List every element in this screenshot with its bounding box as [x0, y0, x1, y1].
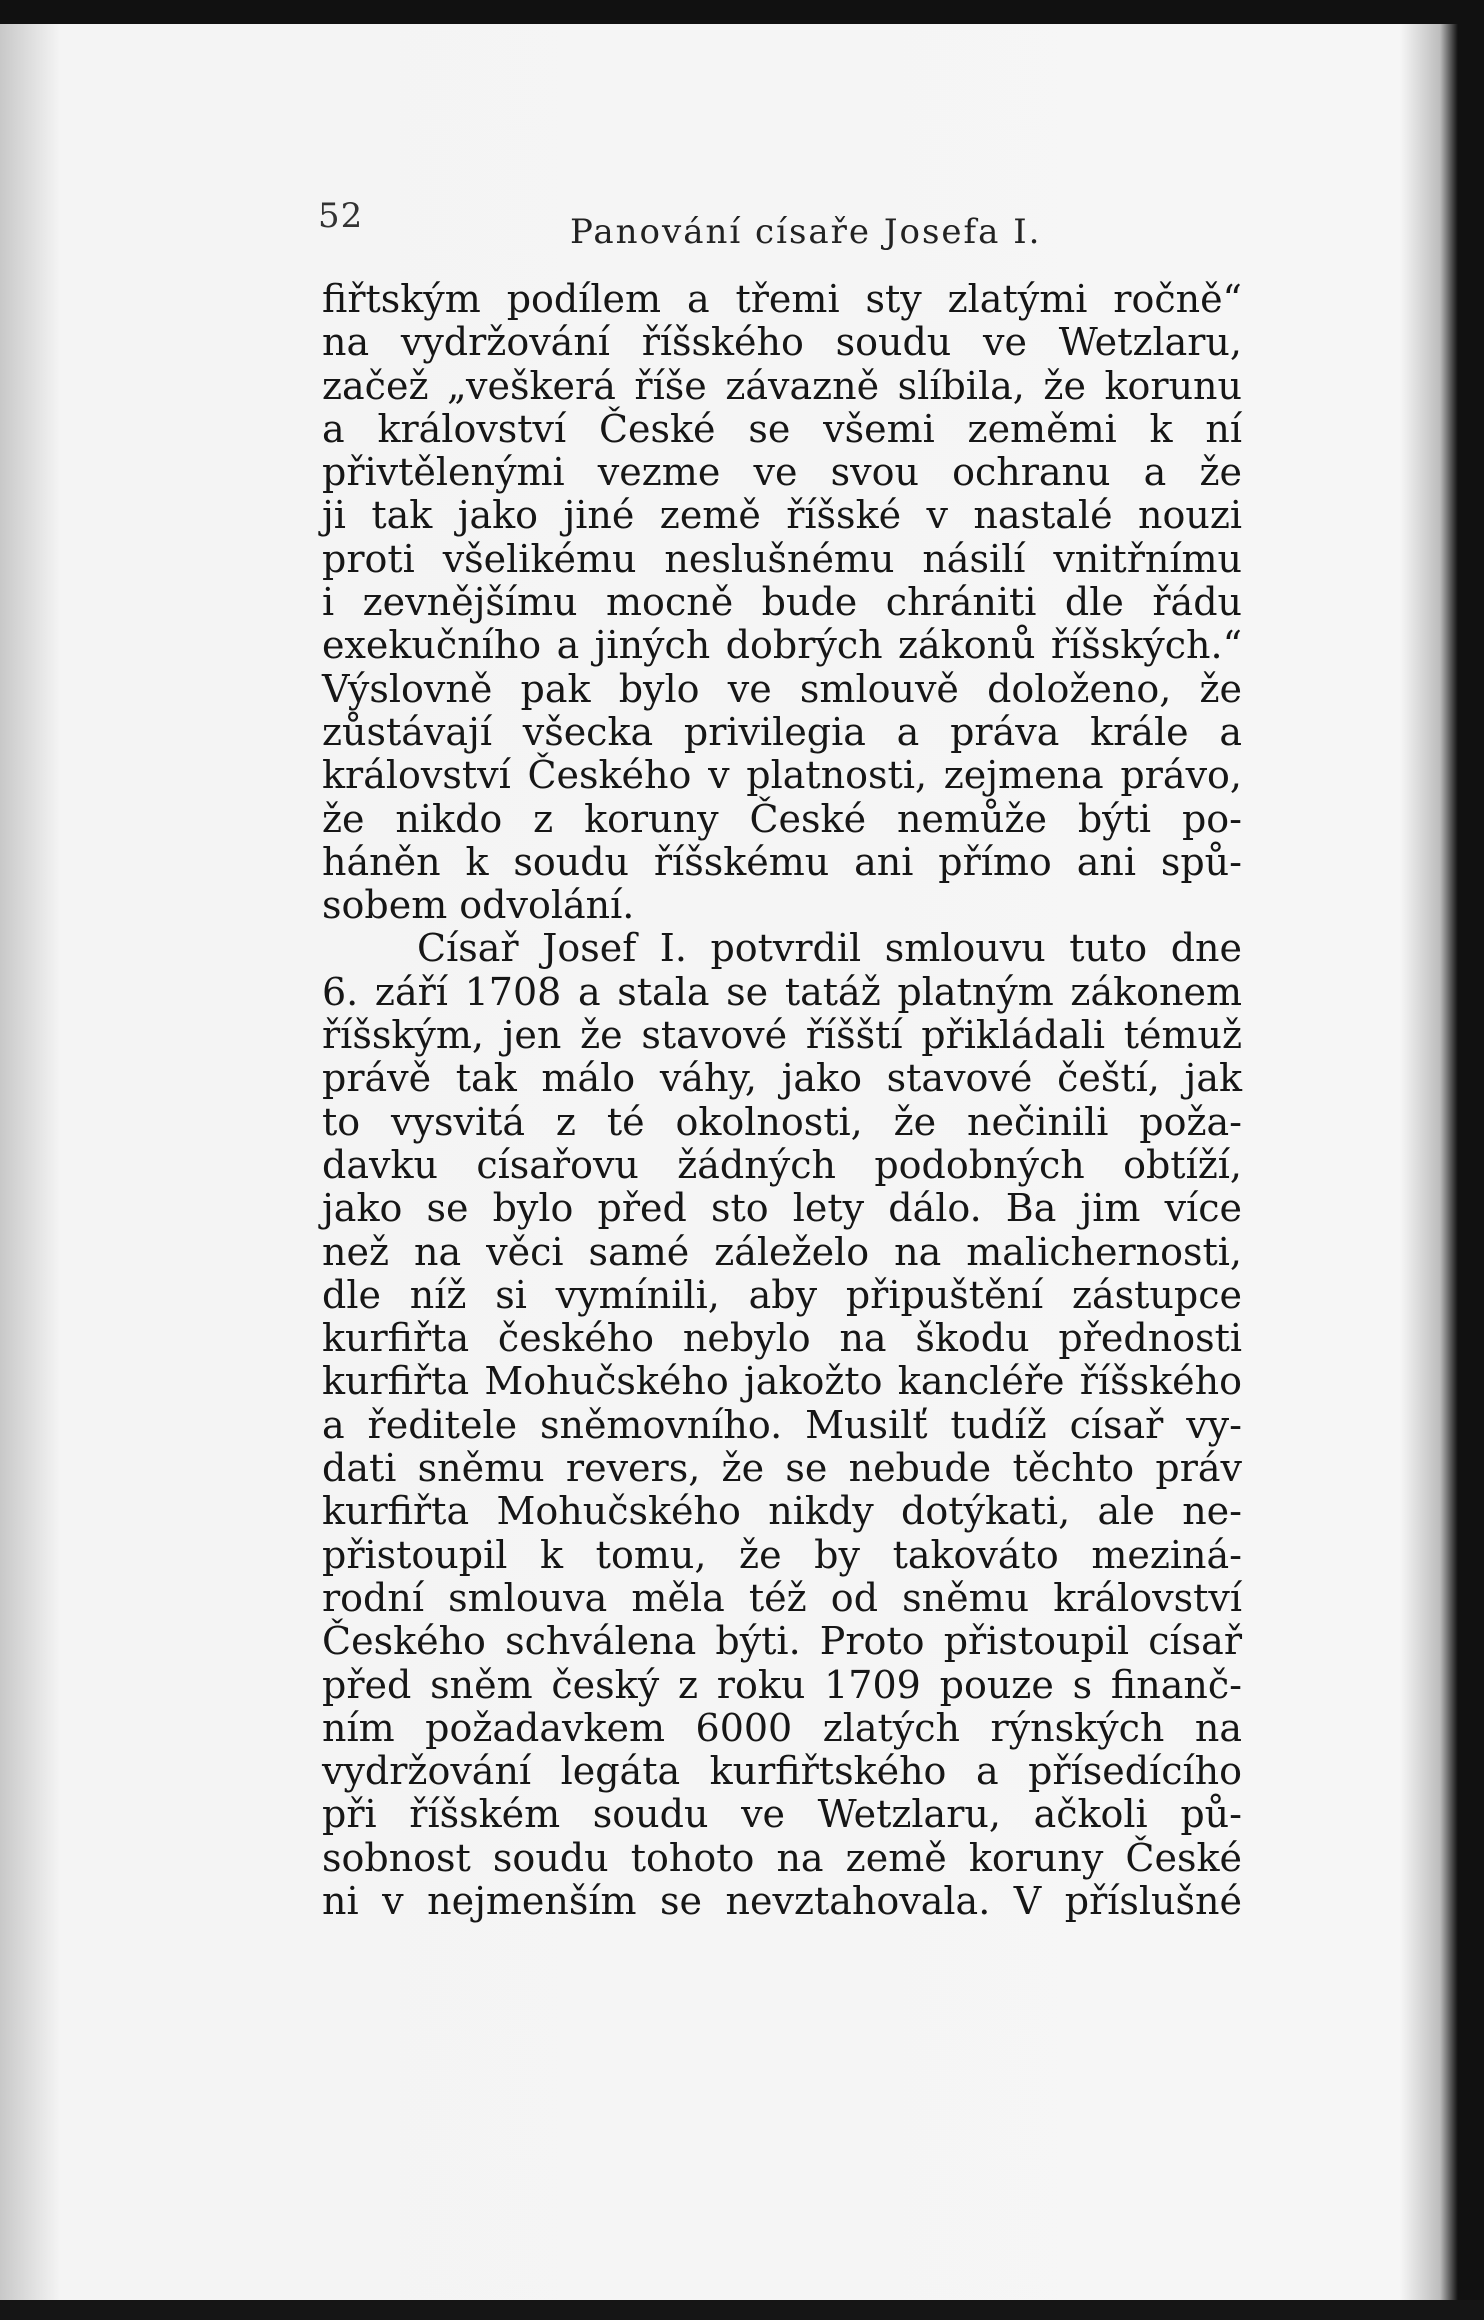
text-line: rodní smlouva měla též od sněmu království — [322, 1575, 1242, 1620]
text-line: i zevnějšímu mocně bude chrániti dle řádu — [322, 580, 1242, 625]
text-line: kurfiřta Mohučského jakožto kancléře říšského — [322, 1359, 1242, 1404]
text-line: a království České se všemi zeměmi k ní — [322, 406, 1242, 451]
text-line: dle níž si vymínili, aby připuštění zástupce — [322, 1272, 1242, 1317]
text-line: ji tak jako jiné země říšské v nastalé nouzi — [322, 493, 1242, 538]
text-line: království Českého v platnosti, zejmena právo, — [322, 753, 1242, 798]
text-line: přivtělenými vezme ve svou ochranu a že — [322, 450, 1242, 495]
text-line: jako se bylo před sto lety dálo. Ba jim více — [322, 1186, 1242, 1231]
text-line: ni v nejmenším se nevztahovala. V příslušné — [322, 1878, 1242, 1923]
text-line: než na věci samé záleželo na malichernosti, — [322, 1229, 1242, 1274]
text-line: proti všelikému neslušnému násilí vnitřnímu — [322, 536, 1242, 581]
text-line: ním požadavkem 6000 zlatých rýnských na — [322, 1705, 1242, 1750]
text-line: 6. září 1708 a stala se tatáž platným zákonem — [322, 969, 1242, 1014]
text-line: začež „veškerá říše závazně slíbila, že korunu — [322, 363, 1242, 408]
text-line: háněn k soudu říšskému ani přímo ani spů- — [322, 839, 1242, 884]
text-line: kurfiřta českého nebylo na škodu přednosti — [322, 1316, 1242, 1361]
text-line: při říšském soudu ve Wetzlaru, ačkoli pů- — [322, 1792, 1242, 1837]
text-line: sobnost soudu tohoto na země koruny České — [322, 1835, 1242, 1880]
text-line: fiřtským podílem a třemi sty zlatými ročně“ — [322, 277, 1242, 321]
text-line: a ředitele sněmovního. Musilť tudíž císař vy- — [322, 1402, 1242, 1447]
text-line: exekučního a jiných dobrých zákonů říšských.“ — [322, 623, 1242, 668]
running-title: Panování císaře Josefa I. — [570, 212, 1042, 252]
text-line: sobem odvolání. — [322, 883, 635, 928]
text-line: přistoupil k tomu, že by takováto meziná- — [322, 1532, 1242, 1577]
text-line: před sněm český z roku 1709 pouze s finanč- — [322, 1662, 1242, 1707]
text-line: zůstávají všecka privilegia a práva krále a — [322, 709, 1242, 754]
text-line: kurfiřta Mohučského nikdy dotýkati, ale ne- — [322, 1489, 1242, 1534]
text-line: to vysvitá z té okolnosti, že nečinili poža- — [322, 1099, 1242, 1144]
text-line: na vydržování říšského soudu ve Wetzlaru, — [322, 320, 1242, 365]
body-text — [322, 278, 1242, 1923]
text-line: Českého schválena býti. Proto přistoupil císař — [322, 1619, 1242, 1664]
page-number: 52 — [318, 196, 364, 236]
text-line: dati sněmu revers, že se nebude těchto práv — [322, 1446, 1242, 1491]
text-line: právě tak málo váhy, jako stavové čeští, jak — [322, 1056, 1242, 1101]
text-line: davku císařovu žádných podobných obtíží, — [322, 1142, 1242, 1187]
text-line: že nikdo z koruny České nemůže býti po- — [322, 796, 1242, 841]
text-line: Císař Josef I. potvrdil smlouvu tuto dne — [417, 926, 1242, 971]
text-line: vydržování legáta kurfiřtského a přísedícího — [322, 1749, 1242, 1794]
text-line: Výslovně pak bylo ve smlouvě doloženo, že — [322, 666, 1242, 711]
text-line: říšským, jen že stavové říšští přikládali témuž — [322, 1013, 1242, 1058]
